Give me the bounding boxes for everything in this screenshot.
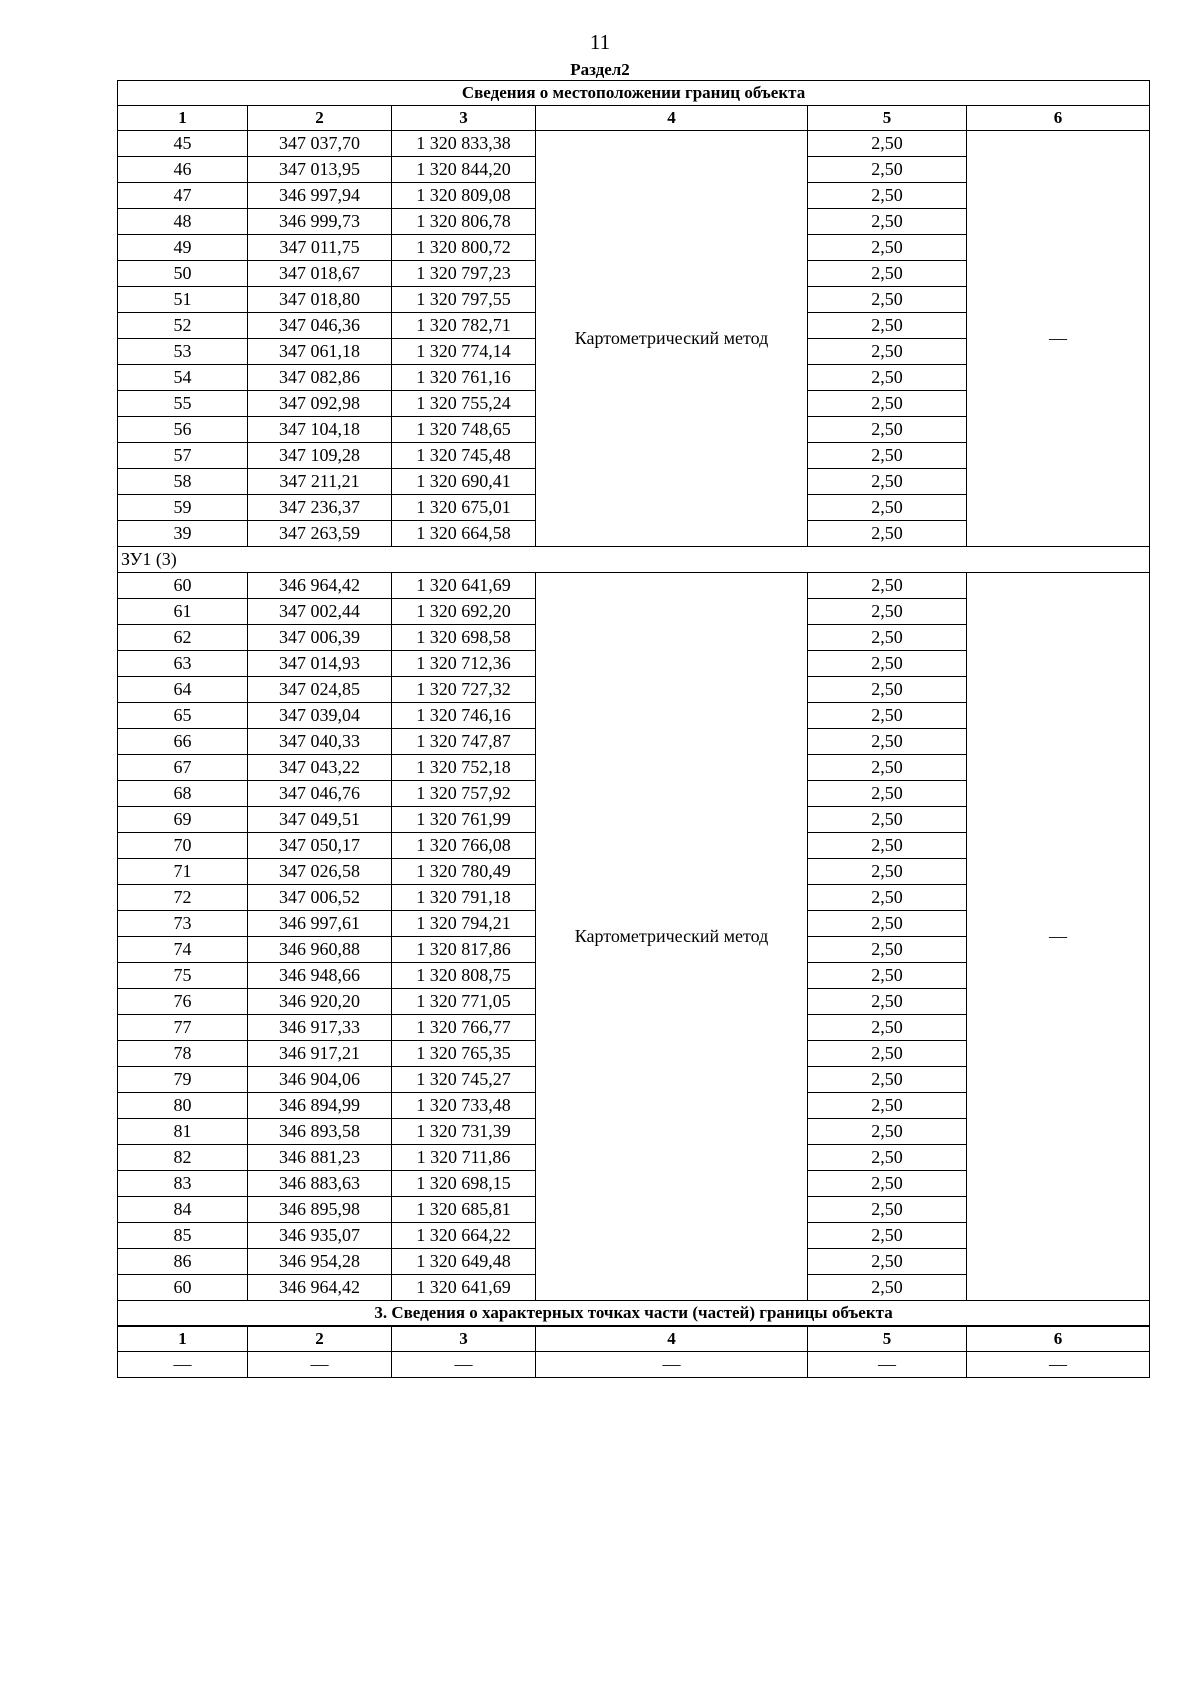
coordinate-x: 347 109,28 (248, 443, 392, 469)
coordinate-y: 1 320 692,20 (392, 599, 536, 625)
coordinate-x: 346 997,94 (248, 183, 392, 209)
point-number: 66 (118, 729, 248, 755)
coordinate-y: 1 320 748,65 (392, 417, 536, 443)
accuracy-value: 2,50 (808, 313, 967, 339)
accuracy-value: 2,50 (808, 235, 967, 261)
accuracy-value: 2,50 (808, 469, 967, 495)
section3-cell: — (248, 1352, 392, 1378)
accuracy-value: 2,50 (808, 755, 967, 781)
coordinate-y: 1 320 766,08 (392, 833, 536, 859)
table-row (118, 573, 1150, 599)
coordinate-y: 1 320 641,69 (392, 573, 536, 599)
section3-column-header: 3 (392, 1326, 536, 1352)
coordinate-x: 347 236,37 (248, 495, 392, 521)
coordinate-y: 1 320 782,71 (392, 313, 536, 339)
coordinate-x: 347 049,51 (248, 807, 392, 833)
point-number: 77 (118, 1015, 248, 1041)
section3-cell: — (967, 1352, 1150, 1378)
point-number: 86 (118, 1249, 248, 1275)
coordinate-y: 1 320 780,49 (392, 859, 536, 885)
point-number: 80 (118, 1093, 248, 1119)
point-number: 52 (118, 313, 248, 339)
accuracy-value: 2,50 (808, 1249, 967, 1275)
coordinate-y: 1 320 766,77 (392, 1015, 536, 1041)
point-number: 81 (118, 1119, 248, 1145)
coordinate-x: 346 895,98 (248, 1197, 392, 1223)
section3-cell: — (118, 1352, 248, 1378)
table-title: Сведения о местоположении границ объекта (118, 81, 1150, 106)
point-number: 45 (118, 131, 248, 157)
coordinate-y: 1 320 675,01 (392, 495, 536, 521)
coordinate-y: 1 320 745,48 (392, 443, 536, 469)
coordinate-y: 1 320 833,38 (392, 131, 536, 157)
method-cell: Картометрический метод (536, 573, 808, 1301)
coordinate-y: 1 320 746,16 (392, 703, 536, 729)
column-header: 3 (392, 106, 536, 131)
accuracy-value: 2,50 (808, 1275, 967, 1301)
coordinate-x: 347 050,17 (248, 833, 392, 859)
coordinate-y: 1 320 774,14 (392, 339, 536, 365)
point-number: 47 (118, 183, 248, 209)
coordinate-y: 1 320 817,86 (392, 937, 536, 963)
point-number: 85 (118, 1223, 248, 1249)
coordinate-y: 1 320 797,23 (392, 261, 536, 287)
coordinate-x: 347 046,76 (248, 781, 392, 807)
coordinate-x: 347 039,04 (248, 703, 392, 729)
table-row (118, 131, 1150, 157)
accuracy-value: 2,50 (808, 989, 967, 1015)
coordinate-y: 1 320 685,81 (392, 1197, 536, 1223)
accuracy-value: 2,50 (808, 131, 967, 157)
coordinate-y: 1 320 797,55 (392, 287, 536, 313)
accuracy-value: 2,50 (808, 339, 967, 365)
group-label: ЗУ1 (3) (118, 547, 1150, 573)
coordinate-y: 1 320 794,21 (392, 911, 536, 937)
point-number: 60 (118, 573, 248, 599)
point-number: 62 (118, 625, 248, 651)
accuracy-value: 2,50 (808, 573, 967, 599)
coordinate-y: 1 320 791,18 (392, 885, 536, 911)
point-number: 51 (118, 287, 248, 313)
accuracy-value: 2,50 (808, 261, 967, 287)
accuracy-value: 2,50 (808, 1067, 967, 1093)
point-number: 65 (118, 703, 248, 729)
coordinate-y: 1 320 649,48 (392, 1249, 536, 1275)
point-number: 56 (118, 417, 248, 443)
point-number: 83 (118, 1171, 248, 1197)
description-cell: — (967, 573, 1150, 1301)
group-label-row (118, 547, 1150, 573)
coordinate-x: 347 006,52 (248, 885, 392, 911)
accuracy-value: 2,50 (808, 781, 967, 807)
coordinate-x: 346 917,21 (248, 1041, 392, 1067)
point-number: 75 (118, 963, 248, 989)
coordinate-y: 1 320 727,32 (392, 677, 536, 703)
point-number: 78 (118, 1041, 248, 1067)
coordinate-y: 1 320 641,69 (392, 1275, 536, 1301)
point-number: 58 (118, 469, 248, 495)
coordinate-y: 1 320 757,92 (392, 781, 536, 807)
coordinate-x: 346 935,07 (248, 1223, 392, 1249)
coordinate-x: 347 002,44 (248, 599, 392, 625)
column-header: 4 (536, 106, 808, 131)
accuracy-value: 2,50 (808, 443, 967, 469)
coordinate-x: 346 948,66 (248, 963, 392, 989)
accuracy-value: 2,50 (808, 287, 967, 313)
table-title-row (118, 81, 1150, 106)
coordinate-y: 1 320 752,18 (392, 755, 536, 781)
accuracy-value: 2,50 (808, 1093, 967, 1119)
coordinate-y: 1 320 747,87 (392, 729, 536, 755)
coordinate-x: 347 211,21 (248, 469, 392, 495)
coordinate-x: 347 018,67 (248, 261, 392, 287)
coordinate-x: 347 037,70 (248, 131, 392, 157)
coordinate-y: 1 320 698,58 (392, 625, 536, 651)
coordinate-y: 1 320 690,41 (392, 469, 536, 495)
section3-cell: — (808, 1352, 967, 1378)
section3-column-header: 1 (118, 1326, 248, 1352)
coordinate-x: 346 954,28 (248, 1249, 392, 1275)
coordinate-x: 347 011,75 (248, 235, 392, 261)
coordinate-x: 347 040,33 (248, 729, 392, 755)
point-number: 49 (118, 235, 248, 261)
coordinate-x: 347 104,18 (248, 417, 392, 443)
coordinate-x: 347 018,80 (248, 287, 392, 313)
column-header: 2 (248, 106, 392, 131)
point-number: 50 (118, 261, 248, 287)
coordinate-y: 1 320 771,05 (392, 989, 536, 1015)
point-number: 48 (118, 209, 248, 235)
coordinate-x: 346 883,63 (248, 1171, 392, 1197)
point-number: 63 (118, 651, 248, 677)
coordinate-x: 347 092,98 (248, 391, 392, 417)
point-number: 74 (118, 937, 248, 963)
coordinate-x: 347 006,39 (248, 625, 392, 651)
accuracy-value: 2,50 (808, 677, 967, 703)
coordinate-x: 347 046,36 (248, 313, 392, 339)
coordinate-y: 1 320 800,72 (392, 235, 536, 261)
section3-cell: — (392, 1352, 536, 1378)
accuracy-value: 2,50 (808, 417, 967, 443)
section3-data-row (118, 1352, 1150, 1378)
coordinate-y: 1 320 711,86 (392, 1145, 536, 1171)
accuracy-value: 2,50 (808, 391, 967, 417)
accuracy-value: 2,50 (808, 859, 967, 885)
column-header: 6 (967, 106, 1150, 131)
coordinate-x: 347 014,93 (248, 651, 392, 677)
coordinate-y: 1 320 712,36 (392, 651, 536, 677)
accuracy-value: 2,50 (808, 495, 967, 521)
accuracy-value: 2,50 (808, 209, 967, 235)
coordinate-y: 1 320 745,27 (392, 1067, 536, 1093)
coordinate-y: 1 320 761,16 (392, 365, 536, 391)
page-number: 11 (589, 30, 611, 54)
coordinate-x: 346 960,88 (248, 937, 392, 963)
coordinate-x: 346 917,33 (248, 1015, 392, 1041)
accuracy-value: 2,50 (808, 937, 967, 963)
point-number: 39 (118, 521, 248, 547)
accuracy-value: 2,50 (808, 1119, 967, 1145)
column-header: 1 (118, 106, 248, 131)
point-number: 82 (118, 1145, 248, 1171)
coordinate-x: 346 964,42 (248, 573, 392, 599)
point-number: 72 (118, 885, 248, 911)
coordinate-x: 346 894,99 (248, 1093, 392, 1119)
accuracy-value: 2,50 (808, 1145, 967, 1171)
accuracy-value: 2,50 (808, 885, 967, 911)
accuracy-value: 2,50 (808, 963, 967, 989)
point-number: 61 (118, 599, 248, 625)
coordinate-y: 1 320 809,08 (392, 183, 536, 209)
accuracy-value: 2,50 (808, 1015, 967, 1041)
coordinate-x: 347 061,18 (248, 339, 392, 365)
accuracy-value: 2,50 (808, 599, 967, 625)
section3-column-header: 5 (808, 1326, 967, 1352)
point-number: 46 (118, 157, 248, 183)
accuracy-value: 2,50 (808, 807, 967, 833)
point-number: 71 (118, 859, 248, 885)
point-number: 70 (118, 833, 248, 859)
accuracy-value: 2,50 (808, 911, 967, 937)
section3-column-header: 2 (248, 1326, 392, 1352)
coordinate-y: 1 320 664,58 (392, 521, 536, 547)
coordinate-y: 1 320 733,48 (392, 1093, 536, 1119)
point-number: 55 (118, 391, 248, 417)
point-number: 64 (118, 677, 248, 703)
coordinate-y: 1 320 755,24 (392, 391, 536, 417)
coordinates-table (117, 80, 1150, 1378)
point-number: 53 (118, 339, 248, 365)
accuracy-value: 2,50 (808, 833, 967, 859)
accuracy-value: 2,50 (808, 521, 967, 547)
description-cell: — (967, 131, 1150, 547)
point-number: 60 (118, 1275, 248, 1301)
accuracy-value: 2,50 (808, 625, 967, 651)
accuracy-value: 2,50 (808, 157, 967, 183)
point-number: 68 (118, 781, 248, 807)
section3-header-row (118, 1326, 1150, 1352)
accuracy-value: 2,50 (808, 703, 967, 729)
point-number: 57 (118, 443, 248, 469)
coordinate-x: 346 881,23 (248, 1145, 392, 1171)
column-header-row (118, 106, 1150, 131)
coordinate-y: 1 320 808,75 (392, 963, 536, 989)
section-title: Раздел2 (570, 60, 630, 79)
point-number: 76 (118, 989, 248, 1015)
column-header: 5 (808, 106, 967, 131)
point-number: 59 (118, 495, 248, 521)
coordinate-y: 1 320 731,39 (392, 1119, 536, 1145)
accuracy-value: 2,50 (808, 365, 967, 391)
coordinate-x: 346 904,06 (248, 1067, 392, 1093)
section3-column-header: 6 (967, 1326, 1150, 1352)
method-cell: Картометрический метод (536, 131, 808, 547)
accuracy-value: 2,50 (808, 729, 967, 755)
point-number: 67 (118, 755, 248, 781)
coordinate-y: 1 320 664,22 (392, 1223, 536, 1249)
accuracy-value: 2,50 (808, 651, 967, 677)
coordinate-y: 1 320 806,78 (392, 209, 536, 235)
point-number: 73 (118, 911, 248, 937)
section3-column-header: 4 (536, 1326, 808, 1352)
coordinate-x: 347 043,22 (248, 755, 392, 781)
coordinate-x: 347 024,85 (248, 677, 392, 703)
coordinate-x: 346 999,73 (248, 209, 392, 235)
coordinate-y: 1 320 765,35 (392, 1041, 536, 1067)
coordinate-x: 347 263,59 (248, 521, 392, 547)
section3-title: 3. Сведения о характерных точках части (частей) границы объекта (118, 1301, 1150, 1327)
section3-cell: — (536, 1352, 808, 1378)
coordinate-x: 347 082,86 (248, 365, 392, 391)
point-number: 54 (118, 365, 248, 391)
coordinate-x: 346 893,58 (248, 1119, 392, 1145)
coordinate-x: 346 964,42 (248, 1275, 392, 1301)
coordinate-y: 1 320 698,15 (392, 1171, 536, 1197)
accuracy-value: 2,50 (808, 1041, 967, 1067)
point-number: 79 (118, 1067, 248, 1093)
point-number: 84 (118, 1197, 248, 1223)
point-number: 69 (118, 807, 248, 833)
coordinate-x: 347 026,58 (248, 859, 392, 885)
coordinate-y: 1 320 844,20 (392, 157, 536, 183)
coordinate-x: 346 920,20 (248, 989, 392, 1015)
accuracy-value: 2,50 (808, 1223, 967, 1249)
accuracy-value: 2,50 (808, 1171, 967, 1197)
coordinate-x: 347 013,95 (248, 157, 392, 183)
accuracy-value: 2,50 (808, 183, 967, 209)
section3-title-row (118, 1301, 1150, 1327)
coordinate-x: 346 997,61 (248, 911, 392, 937)
accuracy-value: 2,50 (808, 1197, 967, 1223)
coordinate-y: 1 320 761,99 (392, 807, 536, 833)
